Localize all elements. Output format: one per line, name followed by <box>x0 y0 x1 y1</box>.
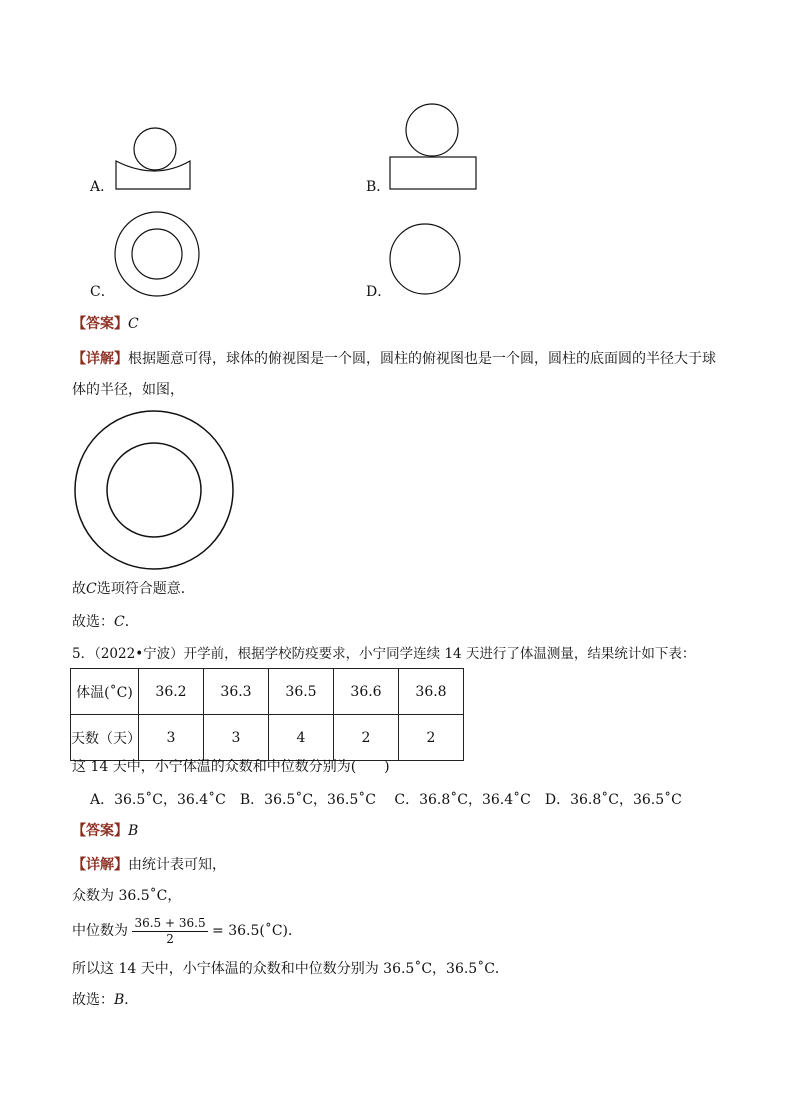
q4-answer <box>72 314 139 334</box>
table-cell: 36.5 <box>269 669 334 715</box>
q5-stats-table <box>70 668 464 761</box>
table-cell: 36.2 <box>139 669 204 715</box>
q5-question: 这 14 天中，小宁体温的众数和中位数分别为( ) <box>72 759 390 775</box>
option-a-block <box>116 161 190 189</box>
q4-detail-line2: 体的半径，如图， <box>72 382 184 398</box>
option-b-figure <box>386 100 480 194</box>
q4-answer-tag: 【答案】 <box>72 316 128 332</box>
option-c-outer-circle <box>115 212 199 296</box>
q4-detail-tag: 【详解】 <box>72 351 128 367</box>
q4-choose-value: C <box>114 614 125 630</box>
q5-choose <box>72 990 138 1010</box>
q5-median-denominator: 2 <box>166 931 174 946</box>
q4-detail-text1: 根据题意可得，球体的俯视图是一个圆，圆柱的俯视图也是一个圆，圆柱的底面圆的半径大于球 <box>128 351 716 367</box>
option-c-figure <box>112 208 202 300</box>
q5-choose-prefix: 故选： <box>72 992 114 1008</box>
option-b-label: B． <box>366 179 391 195</box>
table-header-temp: 体温(˚C) <box>71 669 139 715</box>
q4-choose <box>72 612 139 632</box>
q5-median-prefix: 中位数为 <box>72 923 128 939</box>
table-cell: 36.3 <box>204 669 269 715</box>
table-cell: 36.8 <box>399 669 464 715</box>
option-a-figure <box>110 124 196 194</box>
table-row <box>71 669 464 715</box>
option-a-label: A． <box>90 179 115 195</box>
q4-outer-circle <box>75 411 233 569</box>
q4-detail-figure <box>72 407 238 573</box>
q5-summary: 所以这 14 天中，小宁体温的众数和中位数分别为 36.5˚C，36.5˚C． <box>72 961 509 977</box>
q5-answer-value: B <box>128 823 139 839</box>
table-cell: 3 <box>139 715 204 761</box>
q5-median-numerator: 36.5 + 36.5 <box>134 915 206 930</box>
q5-median-line <box>72 912 302 950</box>
q5-choose-value: B <box>114 992 125 1008</box>
table-cell: 3 <box>204 715 269 761</box>
table-cell: 36.6 <box>334 669 399 715</box>
q5-mode-line: 众数为 36.5˚C， <box>72 888 182 904</box>
q5-choose-suffix: ． <box>124 992 139 1008</box>
option-d-circle <box>390 224 460 294</box>
q4-conclusion-var: C <box>86 581 97 597</box>
q4-choose-prefix: 故选： <box>72 614 114 630</box>
q5-options: A．36.5˚C，36.4˚C B．36.5˚C，36.5˚C C．36.8˚C，36.4˚C D．36.8˚C，36.5˚C <box>90 792 682 808</box>
table-row <box>71 715 464 761</box>
table-cell: 4 <box>269 715 334 761</box>
option-c-inner-circle <box>132 229 182 279</box>
q4-choose-suffix: ． <box>124 614 139 630</box>
q5-detail-intro: 由统计表可知， <box>128 857 226 873</box>
q4-answer-value: C <box>128 316 139 332</box>
q5-answer-tag: 【答案】 <box>72 823 128 839</box>
q5-detail-tag: 【详解】 <box>72 857 128 873</box>
q5-median-fraction <box>132 916 207 947</box>
q5-detail-line <box>72 855 226 875</box>
q4-inner-circle <box>107 443 201 537</box>
table-header-days: 天数（天） <box>71 715 139 761</box>
table-cell: 2 <box>399 715 464 761</box>
q5-median-result: = 36.5(˚C)． <box>212 923 303 939</box>
option-c-label: C． <box>90 284 115 300</box>
q4-conclusion-suffix: 选项符合题意． <box>96 581 195 597</box>
q4-conclusion <box>72 579 195 599</box>
option-d-label: D． <box>366 284 392 300</box>
option-d-figure <box>387 222 465 300</box>
option-b-sphere <box>406 104 458 156</box>
q5-stem: 5．（2022•宁波）开学前，根据学校防疫要求，小宁同学连续 14 天进行了体温测量，结果统计如下表： <box>72 646 696 662</box>
q4-conclusion-prefix: 故 <box>72 581 86 597</box>
table-cell: 2 <box>334 715 399 761</box>
q4-detail-line1 <box>72 349 716 369</box>
q5-answer <box>72 821 138 841</box>
option-b-rectangle <box>390 157 476 189</box>
option-a-sphere <box>134 128 176 170</box>
